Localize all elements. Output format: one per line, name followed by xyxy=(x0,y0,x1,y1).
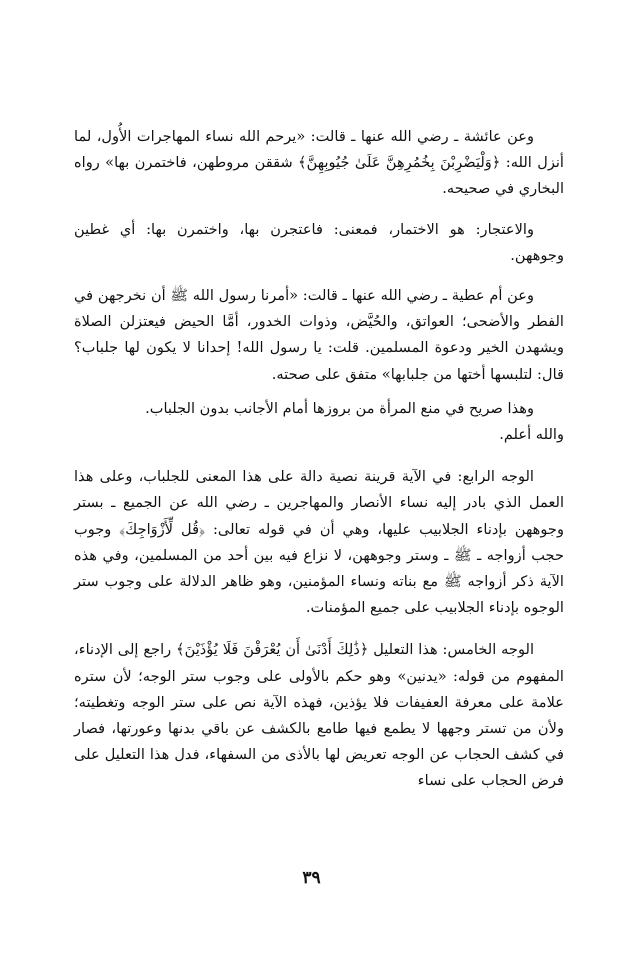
paragraph-fourth-aspect: الوجه الرابع: في الآية قرينة نصية دالة على هذا المعنى للجلباب، وعلى هذا العمل الذي بادر إليه نساء الأنصار والمهاجرين ـ رضي الله عن الجميع ـ بستر وجوههن بإدناء الجلابيب عليها، وهي أن في قوله تعالى: ﴿قُل لِّأَزْوَاجِكَ﴾ وجوب حجب أزواجه ـ ﷺ ـ وستر وجوههن، لا نزاع فيه بين أحد من المسلمين، وفي هذه الآية ذكر أزواجه ﷺ مع بناته ونساء المؤمنين، وهو ظاهر الدلالة على وجوب ستر الوجوه بإدناء الجلابيب على جميع المؤمنات. xyxy=(74,468,564,617)
paragraph-explicit-statement: وهذا صريح في منع المرأة من بروزها أمام الأجانب بدون الجلباب. xyxy=(145,399,534,417)
paragraph-fifth-aspect: الوجه الخامس: هذا التعليل ﴿ذَٰلِكَ أَدْنَىٰ أَن يُعْرَفْنَ فَلَا يُؤْذَيْنَ﴾ راجع إلى الإدناء، المفهوم من قوله: «يدنين» وهو حكم بالأولى على وجوب ستر الوجه؛ لأن ستره علامة على معرفة العفيفات فلا يؤذين، فهذه الآية نص على ستر الوجه وتغطيته؛ ولأن من تستر وجهها لا يطمع فيها طامع بالكشف عن باقي بدنها وعورتها، فصار في كشف الحجاب عن الوجه تعريض لها بالأذى من السفهاء، فدل هذا التعليل على فرض الحجاب على نساء xyxy=(74,641,564,790)
paragraph-itijar-definition: والاعتجار: هو الاختمار، فمعنى: فاعتجرن بها، واختمرن بها: أي غطين وجوههن. xyxy=(74,220,564,264)
page-body xyxy=(74,124,564,795)
paragraph-allah-knows-best: والله أعلم. xyxy=(499,426,564,444)
page-number: ٣٩ xyxy=(302,868,321,888)
paragraph-umm-atiyya-hadith: وعن أم عطية ـ رضي الله عنها ـ قالت: «أمرنا رسول الله ﷺ أن نخرجهن في الفطر والأضحى؛ العواتق، والحُيَّض، وذوات الخدور، أمَّا الحيض فيعتزلن الصلاة ويشهدن الخير ودعوة المسلمين. قلت: يا رسول الله! إحدانا لا يكون لها جلباب؟ قال: لتلبسها أختها من جلبابها» متفق على صحته. xyxy=(74,287,564,383)
paragraph-aisha-hadith: وعن عائشة ـ رضي الله عنها ـ قالت: «يرحم الله نساء المهاجرات الأُول، لما أنزل الله: ﴿وَلْيَضْرِبْنَ بِخُمُرِهِنَّ عَلَىٰ جُيُوبِهِنَّ﴾ شققن مروطهن، فاختمرن بها» رواه البخاري في صحيحه. xyxy=(74,128,564,198)
